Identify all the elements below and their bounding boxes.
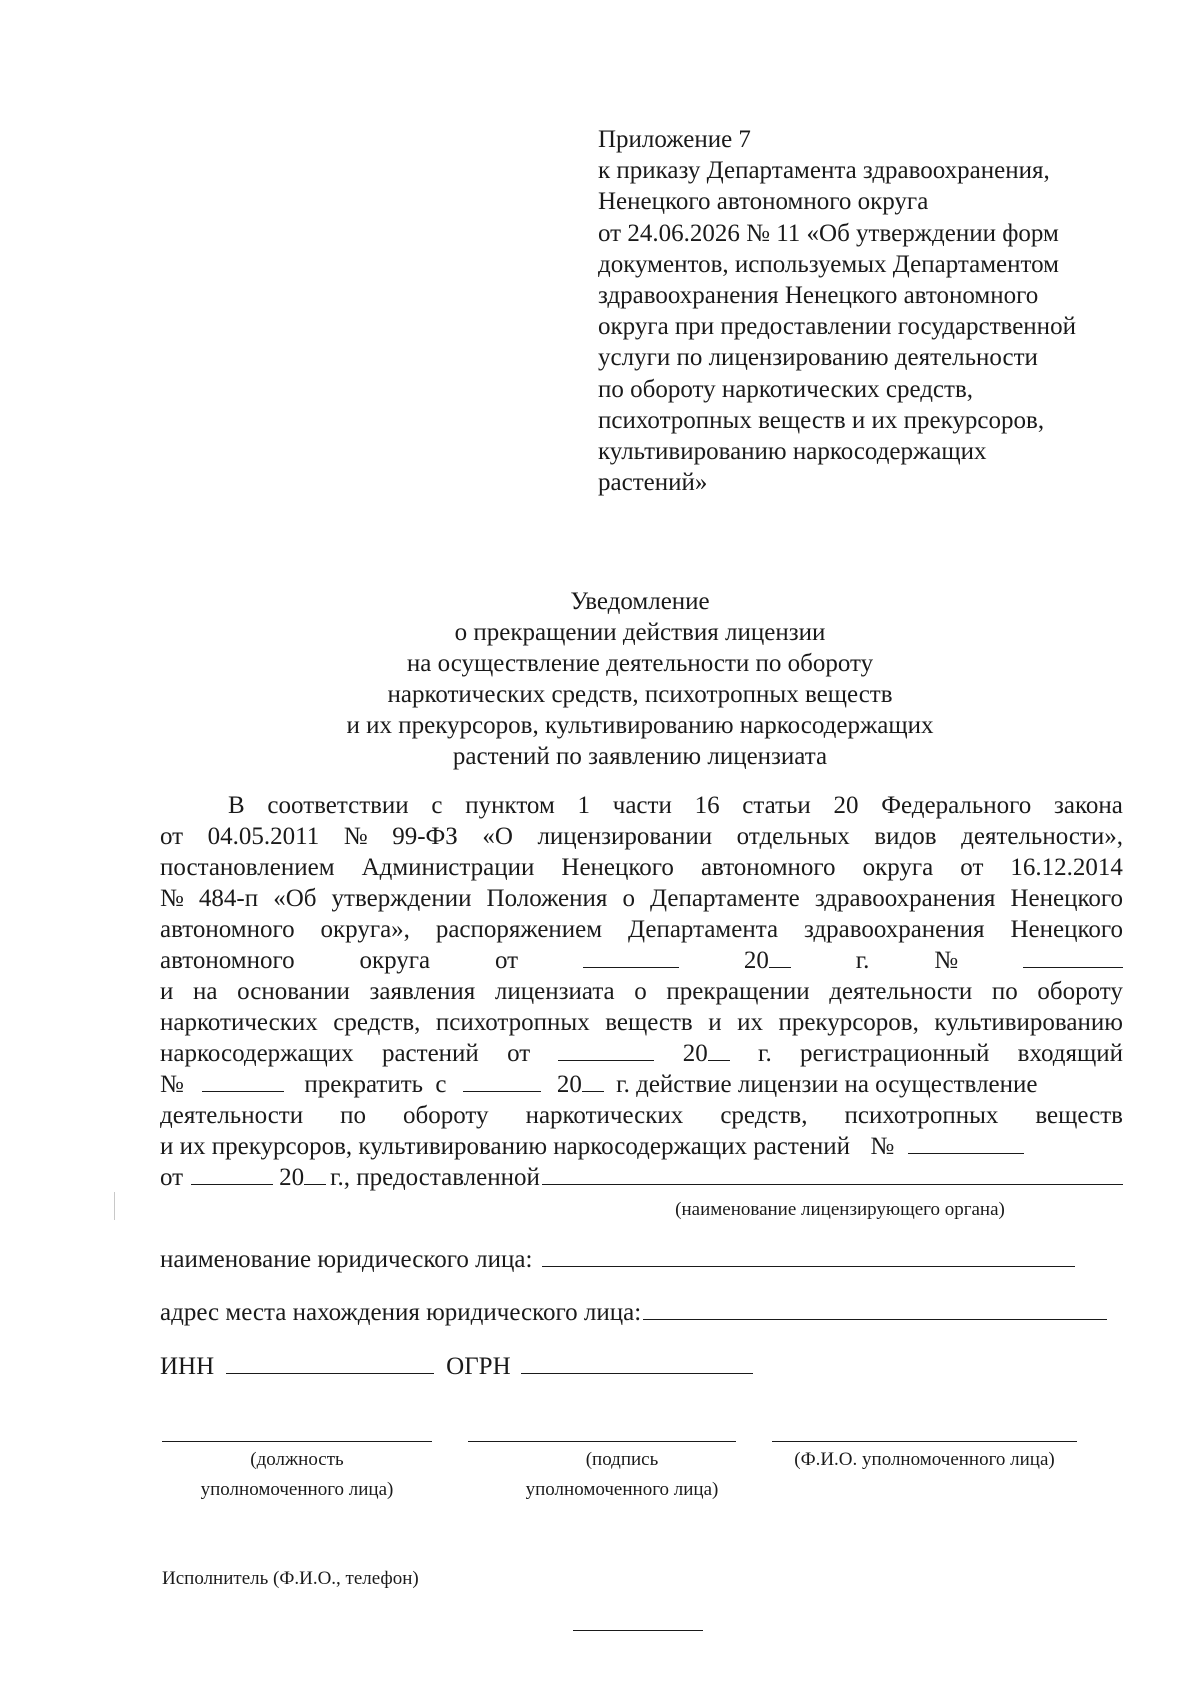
appendix-line: документов, используемых Департаментом [598,250,1059,278]
body-word: деятельности», [961,823,1123,850]
body-word: автономного [700,854,836,881]
number-sign: № [870,1133,895,1160]
body-word: отдельных [736,823,850,850]
body-word: от [160,823,184,850]
body-line-7 [160,976,1123,1007]
appendix-line: округа при предоставлении государственной [598,313,1076,341]
caption-line: (подпись [585,1449,659,1470]
ogrn-label: ОГРН [446,1353,511,1380]
body-word: о [622,885,635,912]
body-word: наркосодержащих [160,1040,354,1067]
appendix-line: к приказу Департамента здравоохранения, [598,157,1050,185]
body-word: психотропных [435,1009,590,1036]
body-word: В [228,792,245,819]
body-word: деятельности [160,1102,304,1129]
licensing-authority-blank[interactable] [542,1162,1123,1185]
body-word: наркотических [525,1102,684,1129]
legal-address-field [160,1297,1107,1328]
title-line: на осуществление деятельности по обороту [406,650,874,677]
body-word: Положения [486,885,608,912]
body-line-2 [160,821,1123,852]
body-word: их [737,1009,763,1036]
legal-name-label: наименование юридического лица: [160,1246,533,1273]
body-word: средств, [333,1009,421,1036]
body-line-8 [160,1007,1123,1038]
body-word: статьи [742,792,811,819]
ogrn-blank[interactable] [521,1353,753,1374]
body-word: утверждении [331,885,472,912]
body-word: веществ [1035,1102,1123,1129]
body-word: и [708,1009,722,1036]
incoming-number-blank[interactable] [202,1069,284,1092]
body-word: от [507,1040,531,1067]
body-word: с [431,792,443,819]
title-line: о прекращении действия лицензии [454,619,826,646]
fio-caption: (Ф.И.О. уполномоченного лица) [794,1449,1055,1470]
body-word: средств, [720,1102,808,1129]
legal-name-blank[interactable] [542,1246,1075,1267]
body-word: заявления [369,978,476,1005]
body-word: № [343,823,368,850]
appendix-line: Приложение 7 [598,126,751,153]
body-word: растений [381,1040,479,1067]
appendix-header [598,124,1158,498]
body-line-4 [160,883,1123,914]
body-word: г. [855,947,870,974]
body-word: автономного [160,916,295,943]
body-word: 484-п [198,885,259,912]
body-word: округа [862,854,934,881]
notice-title [160,586,1120,772]
year-blank[interactable] [769,945,791,968]
appendix-line: здравоохранения Ненецкого автономного [598,282,1039,310]
body-word: Ненецкого [561,854,674,881]
year-blank[interactable] [708,1038,730,1061]
body-word: округа [359,947,431,974]
executor-label: Исполнитель (Ф.И.О., телефон) [162,1568,419,1589]
body-word: «О [482,823,513,850]
body-word: о [634,978,647,1005]
body-word: постановлением [160,854,335,881]
body-word: закона [1054,792,1123,819]
body-word: регистрационный [800,1040,990,1067]
year-blank[interactable] [582,1069,604,1092]
date-blank[interactable] [583,945,679,968]
body-word: Федерального [881,792,1032,819]
body-text-fragment: и их прекурсоров, культивированию наркосодержащих растений [160,1133,851,1160]
body-word: от [495,947,519,974]
appendix-line: по обороту наркотических средств, [598,375,974,403]
body-word: округа», [320,916,410,943]
title-line: Уведомление [570,588,710,615]
licensing-authority-caption: (наименование лицензирующего органа) [675,1199,1005,1220]
inn-label: ИНН [160,1353,215,1380]
body-word: Департамента [628,916,779,943]
body-word: прекурсоров, [778,1009,919,1036]
year-prefix: 20 [556,1071,582,1098]
body-line-10 [160,1069,1123,1100]
caption-line: (должность [250,1449,344,1470]
body-word: 1 [577,792,591,819]
body-word: по [340,1102,367,1129]
body-word: прекращении [666,978,810,1005]
body-word: культивированию [934,1009,1123,1036]
appendix-line: Ненецкого автономного округа [598,188,929,216]
body-word: входящий [1017,1040,1123,1067]
body-word: 16 [694,792,720,819]
body-word: прекратить [304,1071,424,1098]
body-word: 16.12.2014 [1010,854,1123,881]
body-word: лицензиата [494,978,615,1005]
inn-blank[interactable] [226,1353,434,1374]
position-signature-line[interactable] [162,1441,432,1442]
appendix-line: растений» [598,469,708,497]
caption-line: уполномоченного лица) [525,1479,719,1500]
body-word: здравоохранения [814,885,996,912]
body-word: № [160,885,184,912]
body-word: основании [237,978,350,1005]
signature-caption [488,1445,756,1505]
order-number-blank[interactable] [1023,945,1123,968]
fio-signature-line[interactable] [772,1441,1077,1442]
body-word: г. [758,1040,772,1067]
body-word: Департаменте [650,885,800,912]
body-word: пунктом [465,792,555,819]
body-word: Ненецкого [1010,916,1123,943]
scan-margin-mark [114,1192,115,1220]
year-prefix: 20 [743,947,769,974]
application-date-blank[interactable] [558,1038,654,1061]
body-text-fragment: г., предоставленной [330,1164,540,1191]
body-word: наркотических [160,1009,318,1036]
year-prefix: 20 [682,1040,708,1067]
body-word: веществ [605,1009,693,1036]
appendix-line: услуги по лицензированию деятельности [598,344,1038,372]
signature-line[interactable] [468,1441,736,1442]
title-line: и их прекурсоров, культивированию наркосодержащих [346,712,934,739]
body-word: от [960,854,984,881]
body-word: «Об [273,885,317,912]
body-line-13 [160,1162,1123,1193]
year-prefix: 20 [279,1164,305,1191]
license-date-blank[interactable] [191,1162,273,1185]
body-word: 04.05.2011 [207,823,320,850]
body-word: 20 [833,792,859,819]
body-word: с [435,1071,447,1098]
body-word: автономного [160,947,295,974]
body-line-9 [160,1038,1123,1069]
license-number-blank[interactable] [908,1131,1024,1154]
legal-address-blank[interactable] [643,1299,1107,1320]
appendix-line: психотропных веществ и их прекурсоров, [598,406,1045,434]
title-line: наркотических средств, психотропных веществ [387,681,893,708]
number-sign: № [934,947,959,974]
caption-line: уполномоченного лица) [200,1479,394,1500]
body-word: соответствии [267,792,409,819]
body-word: распоряжением [435,916,603,943]
body-word: Администрации [361,854,535,881]
body-word: 99-ФЗ [392,823,458,850]
number-sign: № [160,1071,184,1098]
appendix-line: от 24.06.2026 № 11 «Об утверждении форм [598,219,1059,247]
body-word: здравоохранения [803,916,985,943]
position-caption [162,1445,432,1505]
body-word: по [991,978,1018,1005]
appendix-line: культивированию наркосодержащих [598,438,987,466]
body-word: Ненецкого [1010,885,1123,912]
body-text-fragment: г. действие лицензии на осуществление [616,1071,1038,1098]
body-word: деятельности [829,978,973,1005]
body-word: на [193,978,218,1005]
body-word: части [612,792,672,819]
body-line-11 [160,1100,1123,1131]
legal-name-field [160,1244,1075,1275]
inn-ogrn-field [160,1351,753,1382]
body-line-3 [160,852,1123,883]
legal-address-label: адрес места нахождения юридического лица: [160,1299,642,1326]
body-word: видов [874,823,937,850]
body-line-6 [160,945,1123,976]
body-word: лицензировании [537,823,713,850]
year-blank[interactable] [304,1162,326,1185]
title-line: растений по заявлению лицензиата [452,743,828,770]
body-word: от [160,1164,184,1191]
body-line-5 [160,914,1123,945]
body-word: психотропных [844,1102,999,1129]
body-line-1 [228,790,1123,821]
closing-line [573,1630,703,1631]
termination-date-blank[interactable] [463,1069,541,1092]
body-line-12 [160,1131,1123,1162]
body-word: и [160,978,174,1005]
body-word: обороту [1037,978,1123,1005]
body-word: обороту [403,1102,489,1129]
